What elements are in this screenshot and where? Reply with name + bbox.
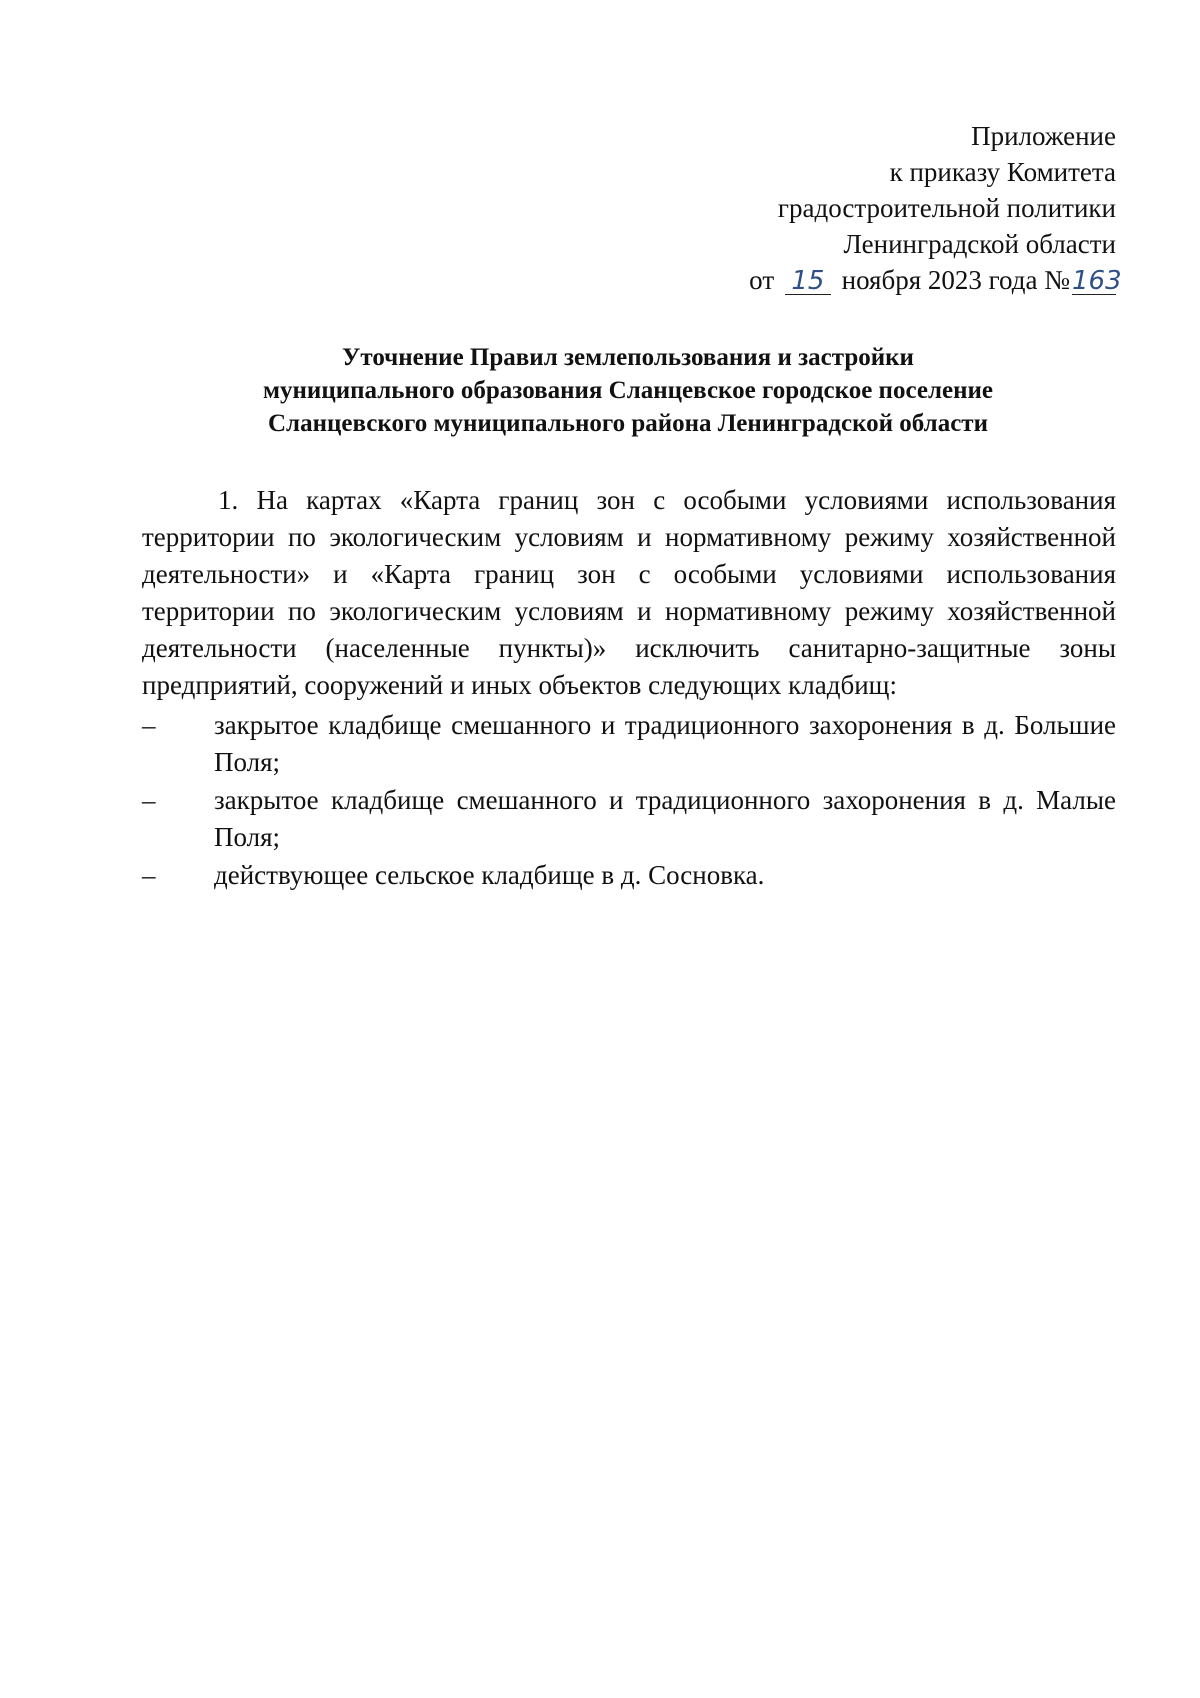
dash-marker: –	[142, 710, 156, 740]
list-item	[142, 707, 1116, 781]
handwritten-number: 163	[1072, 266, 1122, 296]
paragraph-1: 1. На картах «Карта границ зон с особыми условиями использования территории по экологическим условиям и нормативному режиму хозяйственной деятельности» и «Карта границ зон с особыми условиями использования территории по экологическим условиям и нормативному режиму хозяйственной деятельности (населенные пункты)» исключить санитарно-защитные зоны предприятий, сооружений и иных объектов следующих кладбищ:	[142, 485, 1116, 700]
date-middle: ноября 2023 года №	[841, 265, 1070, 295]
appendix-line-2: к приказу Комитета	[889, 157, 1116, 187]
document-title	[140, 341, 1116, 440]
appendix-block	[749, 118, 1122, 298]
list-item-text: действующее сельское кладбище в д. Сосновка.	[214, 860, 765, 890]
title-line-2: муниципального образования Сланцевское городское поселение	[263, 377, 993, 404]
list-item	[142, 857, 1116, 894]
dash-marker: –	[142, 785, 156, 815]
title-line-3: Сланцевского муниципального района Ленинградской области	[268, 410, 988, 437]
appendix-line-1: Приложение	[971, 121, 1116, 151]
list-item-text: закрытое кладбище смешанного и традиционного захоронения в д. Малые Поля;	[214, 785, 1116, 852]
date-prefix: от	[749, 265, 775, 295]
appendix-date-line	[749, 262, 1122, 298]
document-body	[142, 482, 1116, 895]
appendix-line-3: градостроительной политики	[777, 193, 1116, 223]
list-item-text: закрытое кладбище смешанного и традиционного захоронения в д. Большие Поля;	[214, 710, 1116, 777]
list-item	[142, 782, 1116, 856]
appendix-line-4: Ленинградской области	[843, 229, 1116, 259]
dash-marker: –	[142, 860, 156, 890]
cemetery-list	[142, 707, 1116, 894]
handwritten-day: 15	[785, 268, 831, 295]
title-line-1: Уточнение Правил землепользования и застройки	[342, 344, 914, 371]
